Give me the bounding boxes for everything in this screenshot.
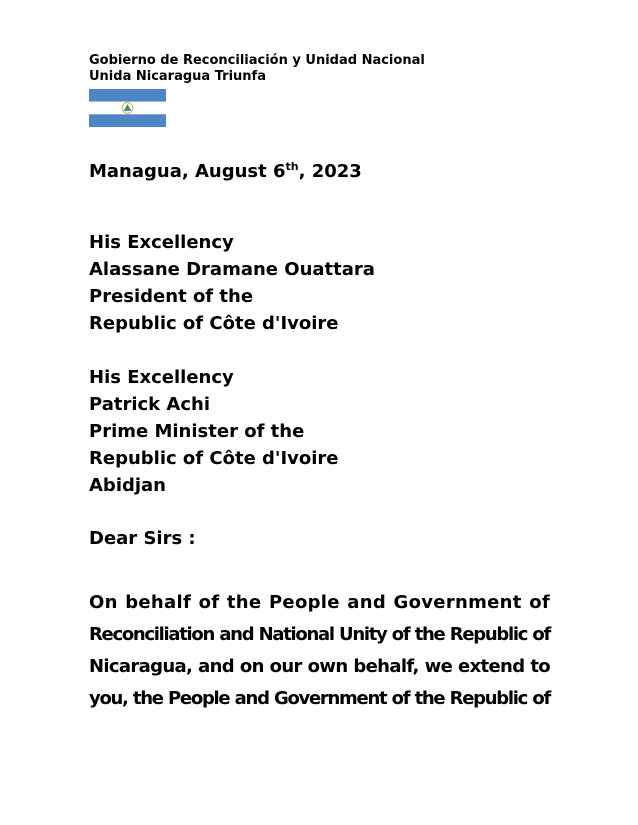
recipient-line: Republic of Côte d'Ivoire xyxy=(89,448,339,469)
recipient-line: Republic of Côte d'Ivoire xyxy=(89,313,339,334)
recipient-block-prime-minister xyxy=(89,364,339,499)
letter-date xyxy=(89,160,362,184)
salutation: Dear Sirs : xyxy=(89,528,196,549)
recipient-line: Patrick Achi xyxy=(89,394,210,415)
body-line: Nicaragua, and on our own behalf, we extend to xyxy=(89,656,550,677)
recipient-line: Prime Minister of the xyxy=(89,421,305,442)
recipient-line: Alassane Dramane Ouattara xyxy=(89,259,375,280)
date-text: Managua, August 6 xyxy=(89,161,286,182)
letterhead-slogan: Unida Nicaragua Triunfa xyxy=(89,69,266,84)
recipient-line: His Excellency xyxy=(89,367,234,388)
letter-body xyxy=(89,587,550,715)
body-line: you, the People and Government of the Republic of xyxy=(89,688,550,709)
letterhead-government-name: Gobierno de Reconciliación y Unidad Nacional xyxy=(89,53,425,68)
body-line: Reconciliation and National Unity of the Republic of xyxy=(89,624,550,645)
recipient-line: Abidjan xyxy=(89,475,167,496)
body-line: On behalf of the People and Government of xyxy=(89,592,550,613)
recipient-line: His Excellency xyxy=(89,232,234,253)
letterhead xyxy=(89,53,425,85)
nicaragua-flag-icon xyxy=(89,89,166,127)
recipient-block-president xyxy=(89,229,375,337)
recipient-line: President of the xyxy=(89,286,254,307)
date-year: , 2023 xyxy=(298,161,362,182)
date-ordinal: th xyxy=(285,160,299,173)
